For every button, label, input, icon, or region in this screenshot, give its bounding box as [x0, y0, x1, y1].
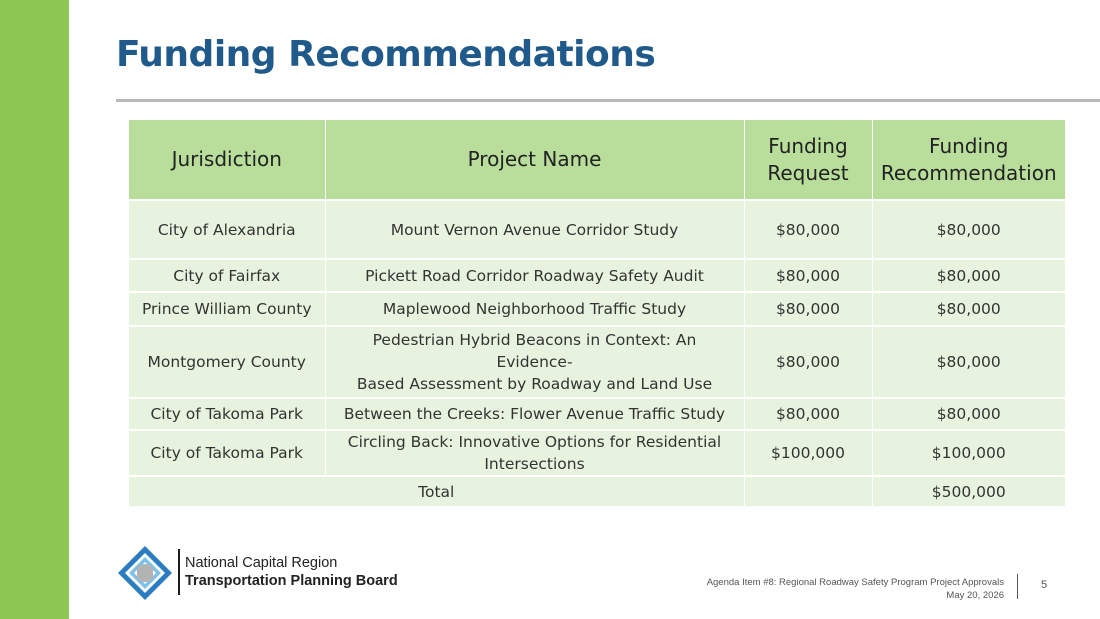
cell-project-name: Circling Back: Innovative Options for Residential Intersections	[325, 430, 744, 476]
cell-funding-request: $80,000	[744, 200, 872, 259]
page-number: 5	[1041, 579, 1048, 591]
table-row	[129, 430, 1065, 476]
title-divider	[116, 99, 1100, 102]
header-funding-request: Funding Request	[744, 120, 872, 200]
cell-jurisdiction: City of Takoma Park	[129, 430, 325, 476]
header-funding-recommendation: Funding Recommendation	[872, 120, 1065, 200]
cell-jurisdiction: City of Fairfax	[129, 259, 325, 292]
table-header-row	[129, 120, 1065, 200]
cell-project-name: Maplewood Neighborhood Traffic Study	[325, 292, 744, 326]
table-row	[129, 326, 1065, 398]
cell-funding-recommendation: $80,000	[872, 259, 1065, 292]
agenda-item-text: Agenda Item #8: Regional Roadway Safety Program Project Approvals	[706, 577, 1004, 588]
logo-divider	[178, 549, 180, 595]
table-row	[129, 200, 1065, 259]
org-name-line1: National Capital Region	[185, 555, 338, 571]
cell-funding-request: $80,000	[744, 292, 872, 326]
total-label: Total	[129, 476, 744, 506]
table-row	[129, 398, 1065, 430]
cell-jurisdiction: Prince William County	[129, 292, 325, 326]
header-project-name: Project Name	[325, 120, 744, 200]
agenda-date: May 20, 2026	[946, 590, 1004, 601]
cell-funding-request: $80,000	[744, 259, 872, 292]
cell-project-name: Pickett Road Corridor Roadway Safety Audit	[325, 259, 744, 292]
total-request-empty	[744, 476, 872, 506]
total-recommendation: $500,000	[872, 476, 1065, 506]
table-total-row	[129, 476, 1065, 506]
cell-funding-recommendation: $100,000	[872, 430, 1065, 476]
tpb-logo-icon	[115, 543, 175, 603]
cell-funding-recommendation: $80,000	[872, 292, 1065, 326]
cell-jurisdiction: City of Takoma Park	[129, 398, 325, 430]
footer-divider	[1017, 574, 1018, 599]
table-row	[129, 259, 1065, 292]
header-jurisdiction: Jurisdiction	[129, 120, 325, 200]
cell-funding-recommendation: $80,000	[872, 200, 1065, 259]
left-accent-bar	[0, 0, 69, 619]
table-row	[129, 292, 1065, 326]
cell-funding-recommendation: $80,000	[872, 326, 1065, 398]
cell-funding-request: $80,000	[744, 326, 872, 398]
agenda-footer	[707, 576, 1004, 602]
cell-jurisdiction: Montgomery County	[129, 326, 325, 398]
funding-table	[129, 120, 1065, 506]
cell-project-name: Mount Vernon Avenue Corridor Study	[325, 200, 744, 259]
cell-funding-recommendation: $80,000	[872, 398, 1065, 430]
cell-jurisdiction: City of Alexandria	[129, 200, 325, 259]
cell-project-name: Pedestrian Hybrid Beacons in Context: An Evidence- Based Assessment by Roadway and Land Use	[325, 326, 744, 398]
cell-funding-request: $80,000	[744, 398, 872, 430]
slide-title: Funding Recommendations	[116, 34, 656, 75]
org-name-line2: Transportation Planning Board	[185, 573, 398, 589]
cell-project-name: Between the Creeks: Flower Avenue Traffic Study	[325, 398, 744, 430]
cell-funding-request: $100,000	[744, 430, 872, 476]
